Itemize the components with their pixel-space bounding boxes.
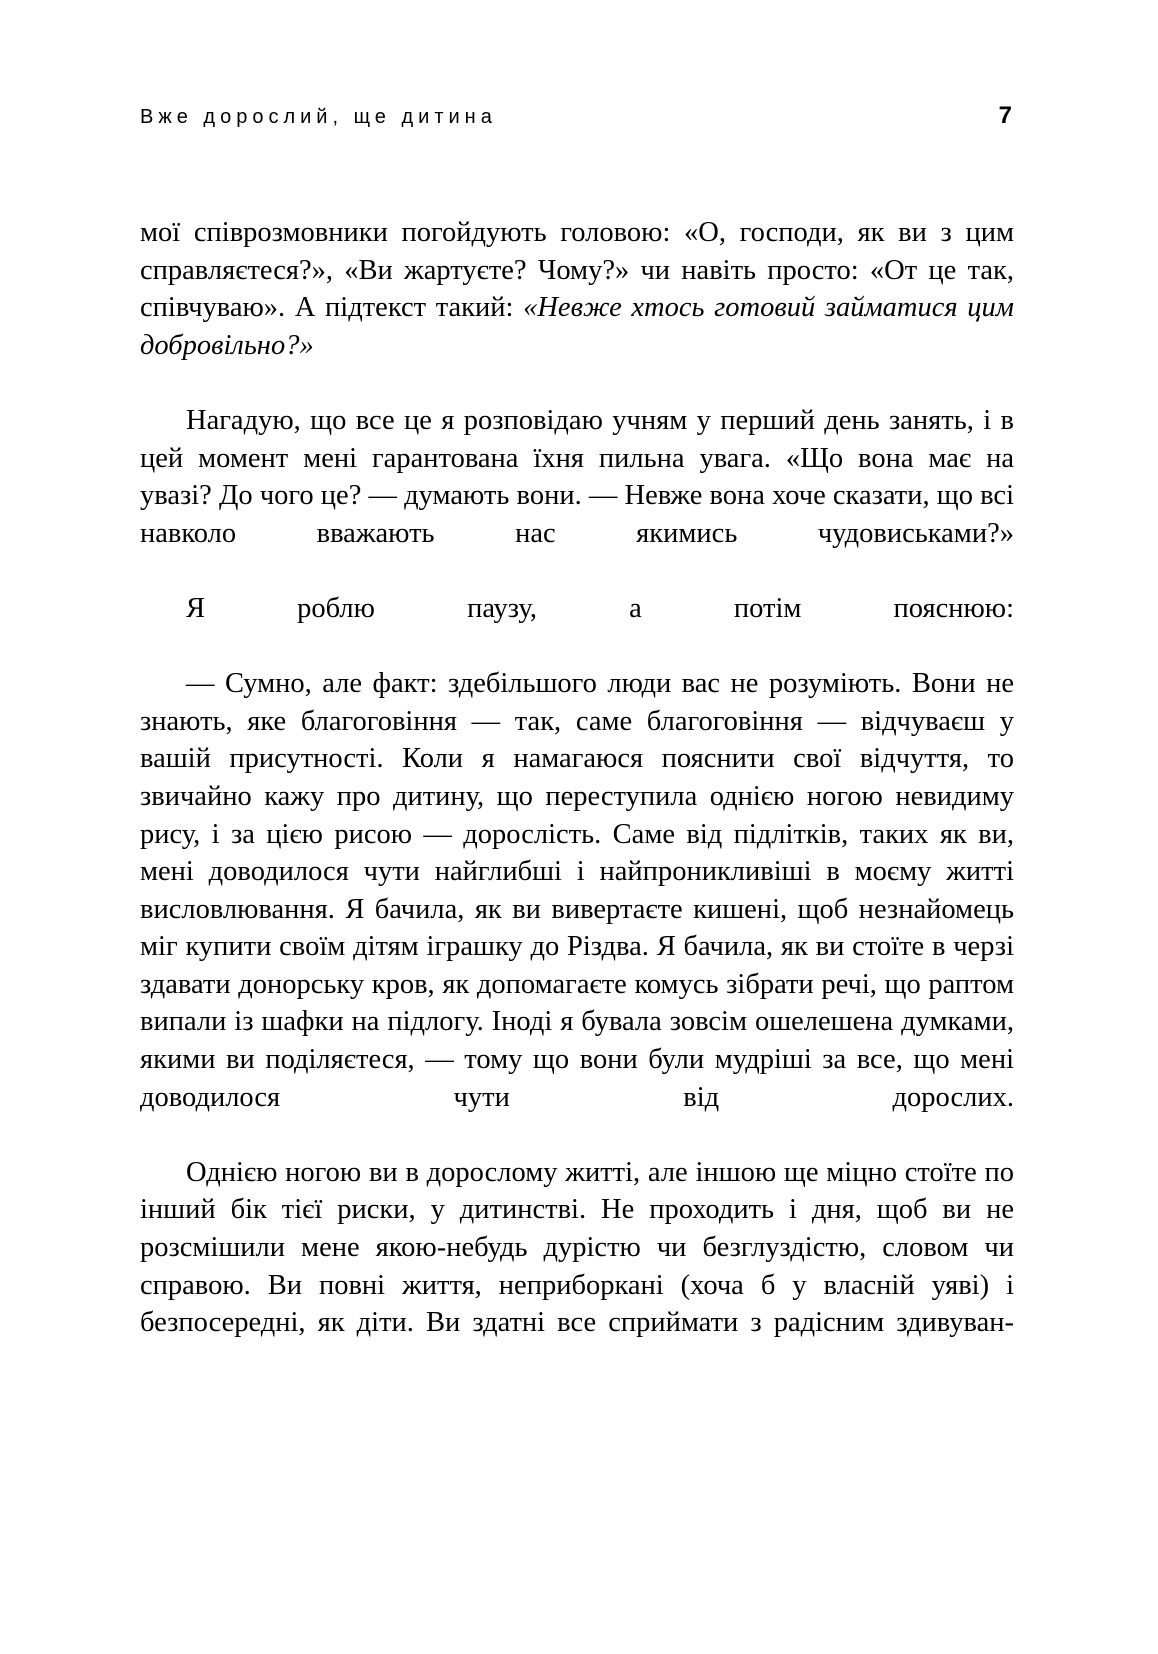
paragraph-2: Нагадую, що все це я розповідаю учням у перший день занять, і в цей момент мені гарантована їхня пильна увага. «Що вона має на увазі? До чого це? — думають вони. — Невже вона хоче сказати, що всі навколо вважають нас якимись чудовиськами?» xyxy=(140,404,1014,549)
running-head-title: Вже дорослий, ще дитина xyxy=(140,106,497,128)
paragraph-4: — Сумно, але факт: здебільшого люди вас не розуміють. Вони не знають, яке благоговіння — так, саме благоговіння — відчуваєш у вашій присутності. Коли я намагаюся пояснити свої відчуття, то звичайно кажу про дитину, що переступила однією ногою невидиму рису, і за цією рисою — дорослість. Саме від підлітків, таких як ви, мені доводилося чути найглибші і найпроникливіші в моєму житті висловлювання. Я бачила, як ви вивертаєте кишені, щоб незнайомець міг купити своїм дітям іграшку до Різдва. Я бачила, як ви стоїте в черзі здавати донорську кров, як допомагаєте комусь зібрати речі, що раптом випали із шафки на підлогу. Іноді я бувала зовсім ошелешена думками, якими ви поділяєтеся, — тому що вони були мудріші за все, що мені доводилося чути від дорослих. xyxy=(140,668,1014,1113)
paragraph-1-italic-quote: «Невже хтось готовий займатися цим добровільно?» xyxy=(140,292,1014,361)
paragraph-1-lead: мої співрозмовники погойдують головою: «О, господи, як ви з цим справляєтеся?», «Ви жартуєте? Чому?» чи навіть просто: «От це так, співчуваю». А підтекст такий: xyxy=(140,217,1014,324)
paragraph-5: Однією ногою ви в дорослому житті, але іншою ще міцно стоїте по інший бік тієї риски, у дитинстві. Не проходить і дня, щоб ви не розсмішили мене якою-небудь дурістю чи безглуздістю, словом чи справою. Ви повні життя, неприборкані (хоча б у власній уяві) і безпосередні, як діти. Ви здатні все сприймати з радісним здивуван- xyxy=(140,1156,1014,1339)
paragraph-3: Я роблю паузу, а потім пояснюю: xyxy=(186,592,1014,624)
running-head xyxy=(140,102,1012,130)
page-number: 7 xyxy=(998,102,1012,129)
paragraph-1 xyxy=(140,214,1014,402)
body-text-block xyxy=(140,214,1014,1379)
